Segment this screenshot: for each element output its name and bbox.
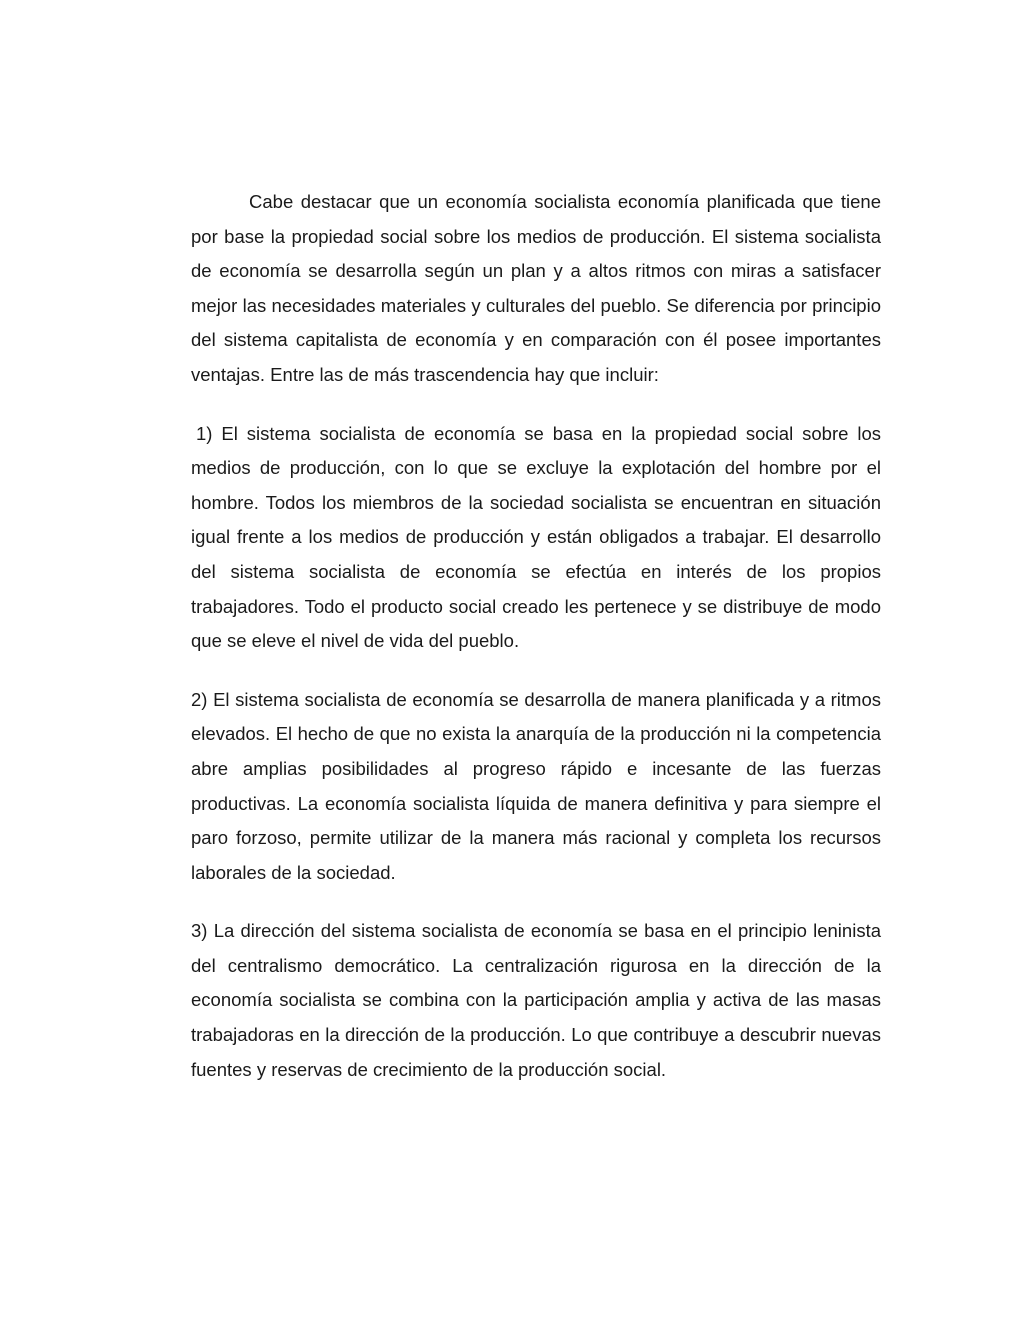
paragraph-intro: Cabe destacar que un economía socialista economía planificada que tiene por base la propiedad social sobre los medios de producción. El sistema socialista de economía se desarrolla según un plan y a altos ritmos con miras a satisfacer mejor las necesidades materiales y culturales del pueblo. Se diferencia por principio del sistema capitalista de economía y en comparación con él posee importantes ventajas. Entre las de más trascendencia hay que incluir: (191, 191, 881, 385)
document-body (191, 185, 881, 1087)
paragraph-item-1: 1) El sistema socialista de economía se basa en la propiedad social sobre los medios de producción, con lo que se excluye la explotación del hombre por el hombre. Todos los miembros de la sociedad socialista se encuentran en situación igual frente a los medios de producción y están obligados a trabajar. El desarrollo del sistema socialista de economía se efectúa en interés de los propios trabajadores. Todo el producto social creado les pertenece y se distribuye de modo que se eleve el nivel de vida del pueblo. (191, 422, 881, 652)
paragraph-item-2: 2) El sistema socialista de economía se desarrolla de manera planificada y a ritmos elevados. El hecho de que no exista la anarquía de la producción ni la competencia abre amplias posibilidades al progreso rápido e incesante de las fuerzas productivas. La economía socialista líquida de manera definitiva y para siempre el paro forzoso, permite utilizar de la manera más racional y completa los recursos laborales de la sociedad. (191, 688, 881, 883)
paragraph-item-3: 3) La dirección del sistema socialista de economía se basa en el principio leninista del centralismo democrático. La centralización rigurosa en la dirección de la economía socialista se combina con la participación amplia y activa de las masas trabajadoras en la dirección de la producción. Lo que contribuye a descubrir nuevas fuentes y reservas de crecimiento de la producción social. (191, 920, 881, 1080)
